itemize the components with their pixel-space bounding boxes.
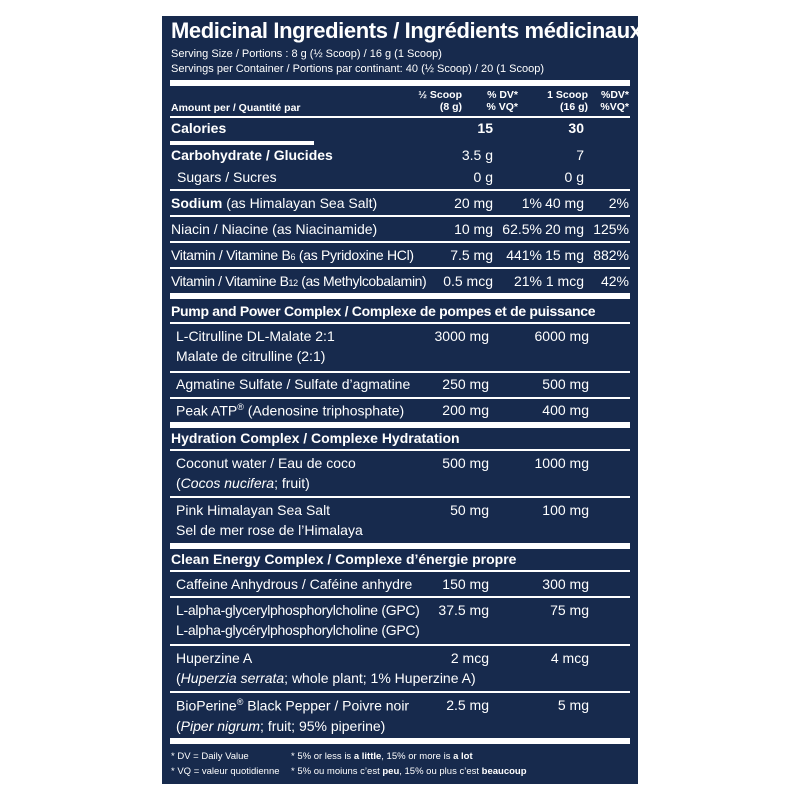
peak-atp-label: Peak ATP® (Adenosine triphosphate)	[176, 402, 405, 419]
serving-size: Serving Size / Portions : 8 g (½ Scoop) / 16 g (1 Scoop)	[171, 48, 442, 60]
huperzine-one: 4 mcg	[550, 650, 589, 666]
footnote-dv: * DV = Daily Value	[171, 751, 249, 762]
divider	[170, 371, 630, 373]
sodium-dv-half: 1%	[521, 195, 542, 211]
agmatine-label: Agmatine Sulfate / Sulfate d’agmatine	[176, 376, 411, 392]
divider	[170, 496, 630, 498]
carbs-one: 7	[576, 147, 584, 163]
gpc-label: L-alpha-glycerylphosphorylcholine (GPC) L-alpha-glycérylphosphorylcholine (GPC)	[176, 602, 420, 638]
gpc-half: 37.5 mg	[438, 602, 489, 618]
bioperine-label: BioPerine® Black Pepper / Poivre noir (Piper nigrum; fruit; 95% piperine)	[176, 697, 410, 734]
caffeine-label: Caffeine Anhydrous / Caféine anhydre	[176, 576, 413, 592]
col-dv-one-header: %DV* %VQ*	[600, 89, 629, 113]
vitamin-b6-dv-half: 441%	[506, 247, 542, 263]
sea-salt-half: 50 mg	[450, 502, 489, 518]
vitamin-b12-half: 0.5 mcg	[443, 273, 493, 289]
col-half-scoop-header: ½ Scoop (8 g)	[418, 89, 462, 113]
citrulline-half: 3000 mg	[434, 328, 489, 344]
sugars-one: 0 g	[564, 169, 584, 185]
footnote-vq: * VQ = valeur quotidienne	[171, 766, 280, 777]
divider	[170, 116, 630, 118]
divider	[170, 691, 630, 693]
vitamin-b12-one: 1 mcg	[545, 273, 584, 289]
niacin-half: 10 mg	[454, 221, 493, 237]
niacin-dv-half: 62.5%	[502, 221, 542, 237]
bioperine-one: 5 mg	[557, 697, 589, 713]
vitamin-b6-one: 15 mg	[545, 247, 584, 263]
vitamin-b6-label: Vitamin / Vitamine B6 (as Pyridoxine HCl)	[171, 247, 414, 263]
vitamin-b12-label: Vitamin / Vitamine B12 (as Methylcobalamin)	[171, 273, 427, 289]
nutrition-panel	[162, 16, 642, 784]
divider	[170, 215, 630, 217]
col-dv-half-header: % DV* % VQ*	[486, 89, 518, 113]
hydration-heading: Hydration Complex / Complexe Hydratation	[171, 430, 460, 446]
carbs-label: Carbohydrate / Glucides	[171, 147, 333, 163]
caffeine-one: 300 mg	[542, 576, 589, 592]
divider	[170, 596, 630, 598]
divider	[170, 241, 630, 243]
pump-heading: Pump and Power Complex / Complexe de pompes et de puissance	[171, 303, 596, 319]
coconut-one: 1000 mg	[534, 455, 589, 471]
calories-one: 30	[568, 120, 584, 136]
huperzine-label: Huperzine A (Huperzia serrata; whole plant; 1% Huperzine A)	[176, 650, 476, 686]
citrulline-one: 6000 mg	[534, 328, 589, 344]
bioperine-half: 2.5 mg	[446, 697, 489, 713]
servings-per-container: Servings per Container / Portions par continant: 40 (½ Scoop) / 20 (1 Scoop)	[171, 63, 544, 75]
sodium-half: 20 mg	[454, 195, 493, 211]
vitamin-b12-dv-one: 42%	[600, 273, 629, 289]
divider	[170, 267, 630, 269]
agmatine-one: 500 mg	[542, 376, 589, 392]
calories-half: 15	[477, 120, 493, 136]
divider	[170, 570, 630, 572]
caffeine-half: 150 mg	[442, 576, 489, 592]
sodium-dv-one: 2%	[608, 195, 629, 211]
divider-short	[170, 141, 314, 145]
divider-thick	[170, 543, 630, 549]
carbs-half: 3.5 g	[461, 147, 493, 163]
divider-thick	[170, 422, 630, 428]
divider	[170, 322, 630, 324]
coconut-label: Coconut water / Eau de coco (Cocos nucifera; fruit)	[176, 455, 356, 491]
agmatine-half: 250 mg	[442, 376, 489, 392]
divider-thick	[170, 738, 630, 744]
coconut-half: 500 mg	[442, 455, 489, 471]
sodium-one: 40 mg	[545, 195, 584, 211]
col-one-scoop-header: 1 Scoop (16 g)	[547, 89, 588, 113]
gpc-one: 75 mg	[550, 602, 589, 618]
peak-atp-one: 400 mg	[542, 402, 589, 418]
vitamin-b6-half: 7.5 mg	[450, 247, 493, 263]
divider	[170, 644, 630, 646]
niacin-dv-one: 125%	[593, 221, 629, 237]
panel-title: Medicinal Ingredients / Ingrédients médicinaux	[171, 18, 642, 43]
vitamin-b12-dv-half: 21%	[513, 273, 542, 289]
vitamin-b6-dv-one: 882%	[593, 247, 629, 263]
peak-atp-half: 200 mg	[442, 402, 489, 418]
divider	[170, 449, 630, 451]
sodium-label: Sodium (as Himalayan Sea Salt)	[171, 195, 378, 211]
citrulline-label: L-Citrulline DL-Malate 2:1 Malate de citrulline (2:1)	[176, 328, 335, 364]
sea-salt-label: Pink Himalayan Sea Salt Sel de mer rose de l’Himalaya	[176, 502, 363, 538]
huperzine-half: 2 mcg	[450, 650, 489, 666]
sugars-label: Sugars / Sucres	[177, 169, 277, 185]
divider	[170, 397, 630, 399]
divider	[170, 189, 630, 191]
calories-label: Calories	[171, 120, 227, 136]
sugars-half: 0 g	[473, 169, 493, 185]
footnote-percent-en: * 5% or less is a little, 15% or more is a lot	[291, 751, 473, 762]
divider-thick	[170, 293, 630, 299]
divider-thick	[170, 80, 630, 86]
amount-per-label: Amount per / Quantité par	[171, 102, 301, 114]
niacin-one: 20 mg	[545, 221, 584, 237]
sea-salt-one: 100 mg	[542, 502, 589, 518]
niacin-label: Niacin / Niacine (as Niacinamide)	[171, 221, 378, 237]
energy-heading: Clean Energy Complex / Complexe d’énergie propre	[171, 551, 517, 567]
footnote-percent-fr: * 5% ou moiuns c’est peu, 15% ou plus c’est beaucoup	[291, 766, 527, 777]
